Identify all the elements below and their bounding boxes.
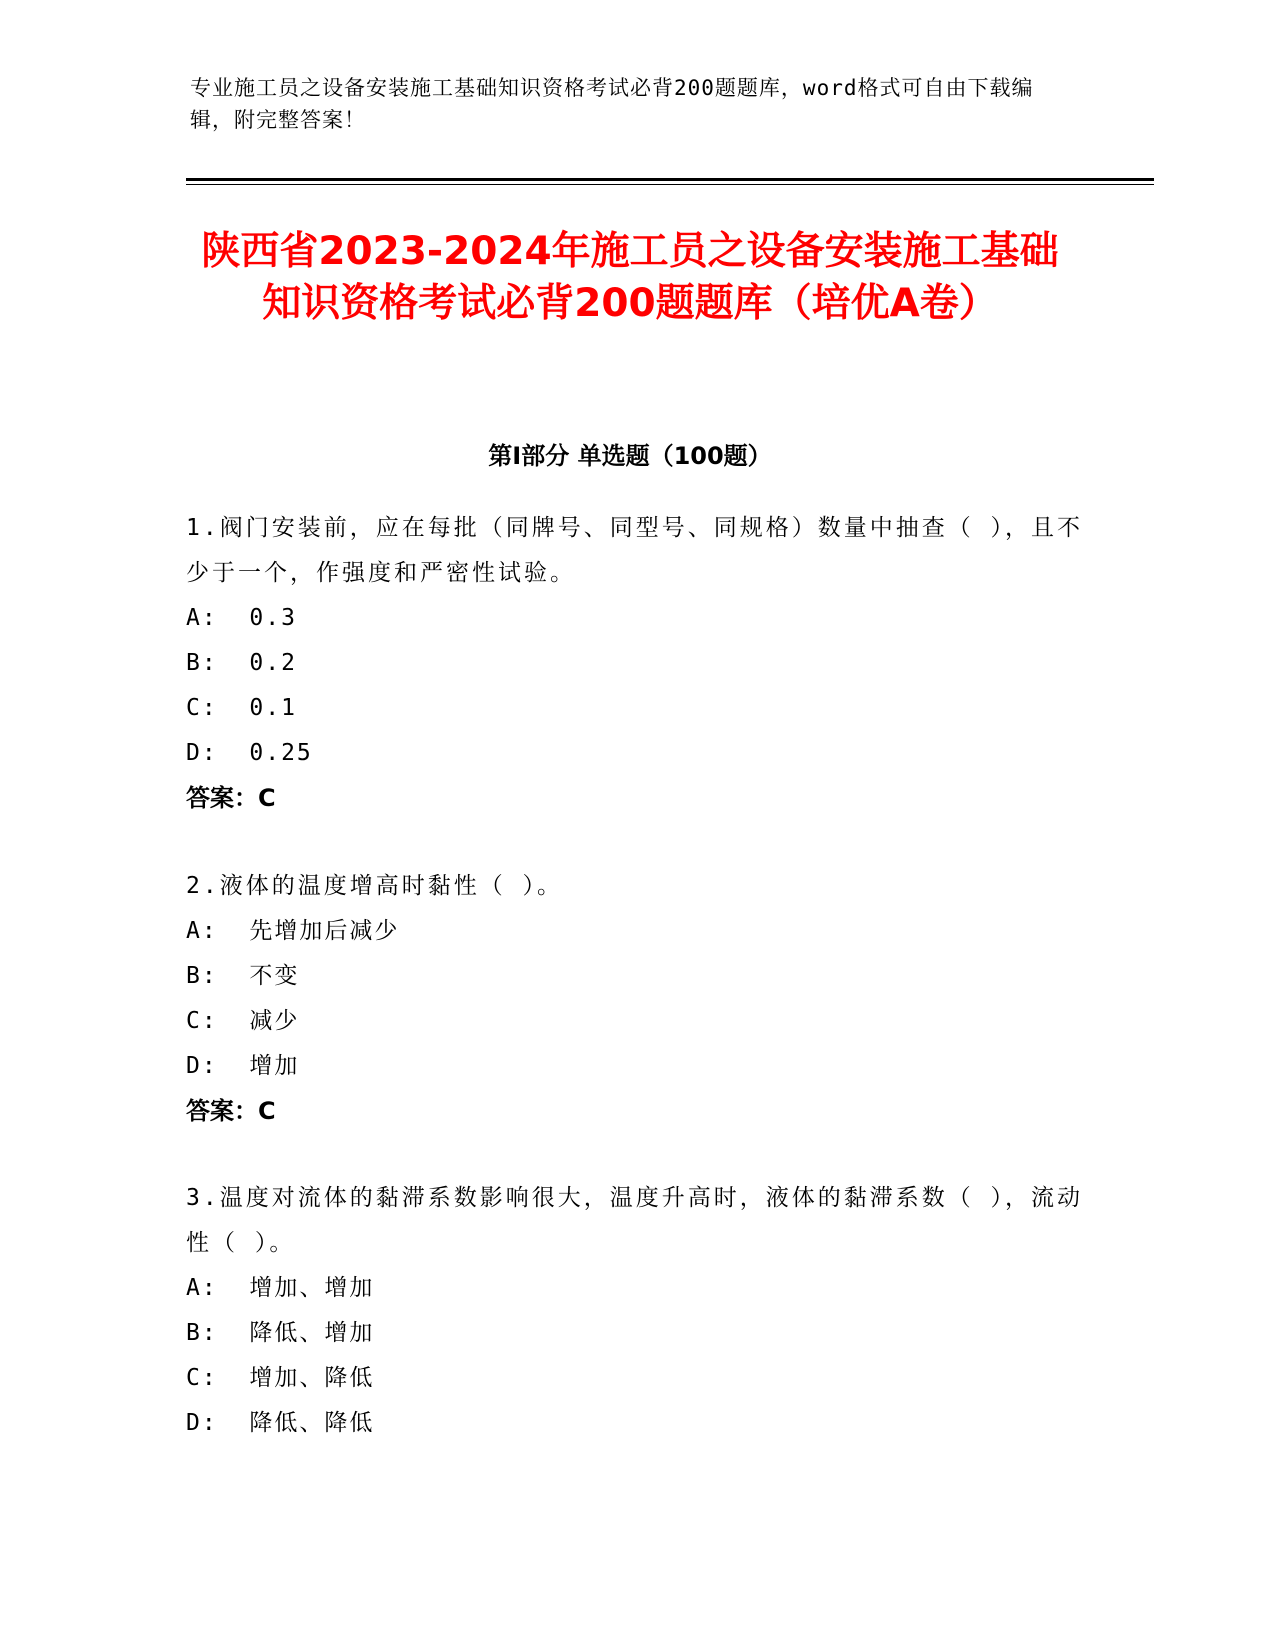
- question-3: [186, 1176, 1086, 1446]
- question-stem: 1.阀门安装前，应在每批（同牌号、同型号、同规格）数量中抽查（ ），且不少于一个，作强度和严密性试验。: [186, 515, 1084, 586]
- question-1: [186, 506, 1086, 821]
- option-b: B: 0.2: [186, 650, 297, 676]
- header-note: 专业施工员之设备安装施工基础知识资格考试必背200题题库，word格式可自由下载编辑，附完整答案！: [190, 76, 1034, 132]
- option-d: D: 降低、降低: [186, 1410, 375, 1436]
- option-a: A: 先增加后减少: [186, 918, 400, 944]
- question-stem: 2.液体的温度增高时黏性（ ）。: [186, 873, 564, 899]
- option-d: D: 0.25: [186, 740, 313, 766]
- answer: 答案：C: [186, 1097, 276, 1125]
- question-stem: 3.温度对流体的黏滞系数影响很大，温度升高时，液体的黏滞系数（ ），流动性（ ）。: [186, 1185, 1084, 1256]
- question-2: [186, 864, 1086, 1134]
- header-divider-thin: [186, 184, 1154, 185]
- document-title: 陕西省2023-2024年施工员之设备安装施工基础知识资格考试必背200题题库（培优A卷）: [201, 229, 1059, 326]
- answer: 答案：C: [186, 784, 276, 812]
- header-divider-thick: [186, 178, 1154, 181]
- option-c: C: 增加、降低: [186, 1365, 375, 1391]
- option-c: C: 0.1: [186, 695, 297, 721]
- option-c: C: 减少: [186, 1008, 300, 1034]
- section-heading: 第Ⅰ部分 单选题（100题）: [488, 442, 772, 470]
- option-b: B: 降低、增加: [186, 1320, 375, 1346]
- option-d: D: 增加: [186, 1053, 300, 1079]
- option-a: A: 增加、增加: [186, 1275, 375, 1301]
- option-a: A: 0.3: [186, 605, 297, 631]
- option-b: B: 不变: [186, 963, 300, 989]
